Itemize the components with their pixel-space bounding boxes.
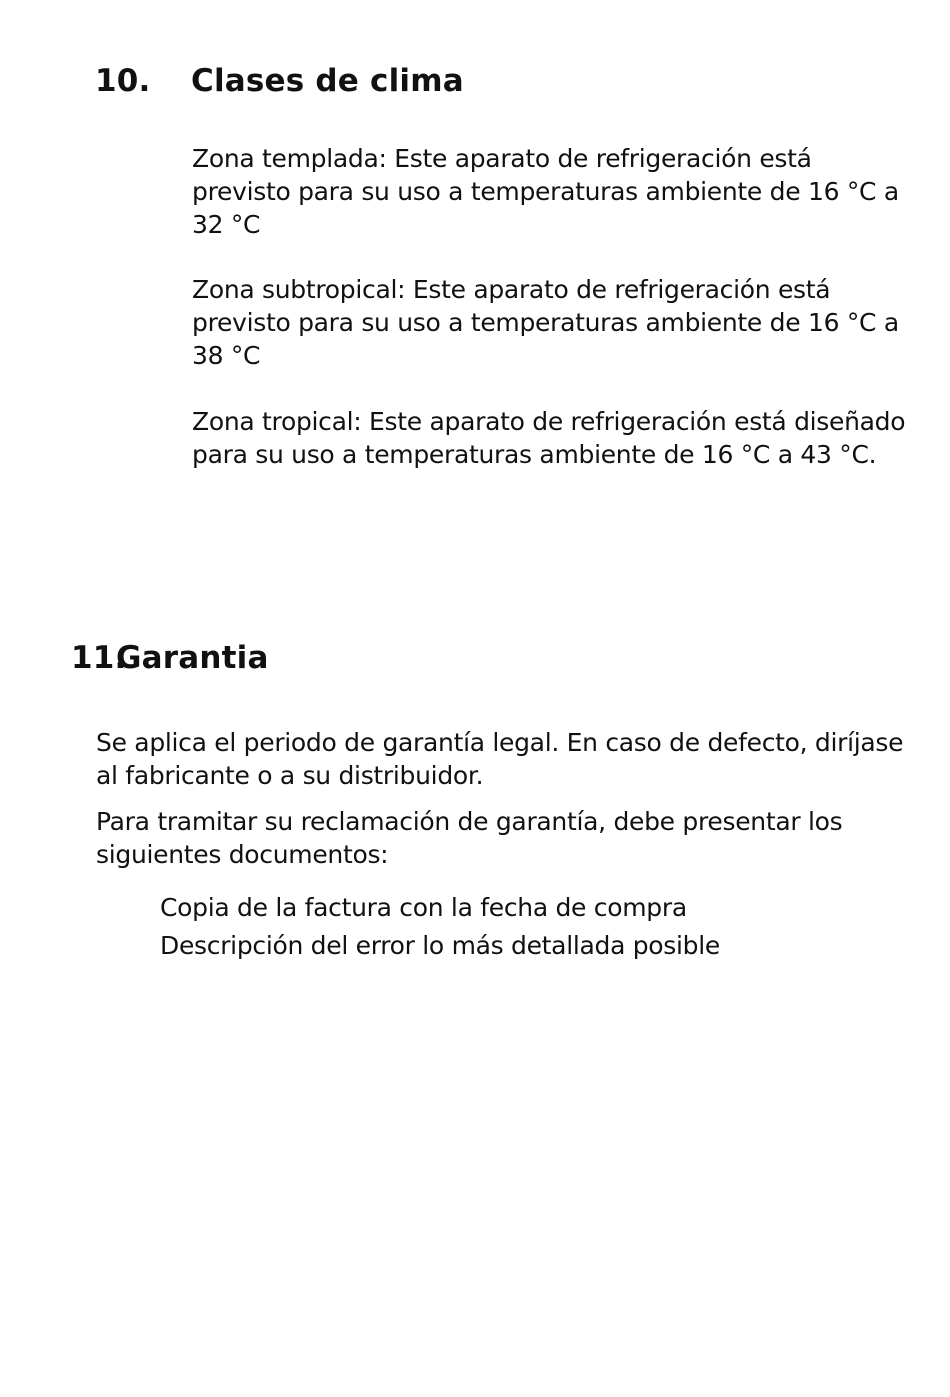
zone-temperate-text: Zona templada: Este aparato de refrigeración está previsto para su uso a temperaturas ambiente de 16 °C a 32 °C: [192, 144, 899, 239]
section-11-heading: [71, 640, 269, 676]
section-11-number: 11.: [71, 640, 127, 676]
zone-tropical-text: Zona tropical: Este aparato de refrigeración está diseñado para su uso a temperaturas ambiente de 16 °C a 43 °C.: [192, 407, 906, 469]
list-item: Descripción del error lo más detallada posible: [160, 931, 720, 960]
section-11-title: Garantia: [116, 640, 269, 676]
warranty-claim-paragraph: Para tramitar su reclamación de garantía, debe presentar los siguientes documentos:: [96, 807, 843, 869]
section-10-heading: [95, 63, 464, 99]
required-documents-list: [160, 889, 720, 965]
section-10-number: 10.: [95, 63, 151, 99]
zone-subtropical-text: Zona subtropical: Este aparato de refrigeración está previsto para su uso a temperaturas ambiente de 16 °C a 38 °C: [192, 275, 899, 370]
section-10-title: Clases de clima: [191, 63, 464, 99]
list-item: Copia de la factura con la fecha de compra: [160, 893, 687, 922]
warranty-paragraph: Se aplica el periodo de garantía legal. En caso de defecto, diríjase al fabricante o a su distribuidor.: [96, 728, 904, 790]
